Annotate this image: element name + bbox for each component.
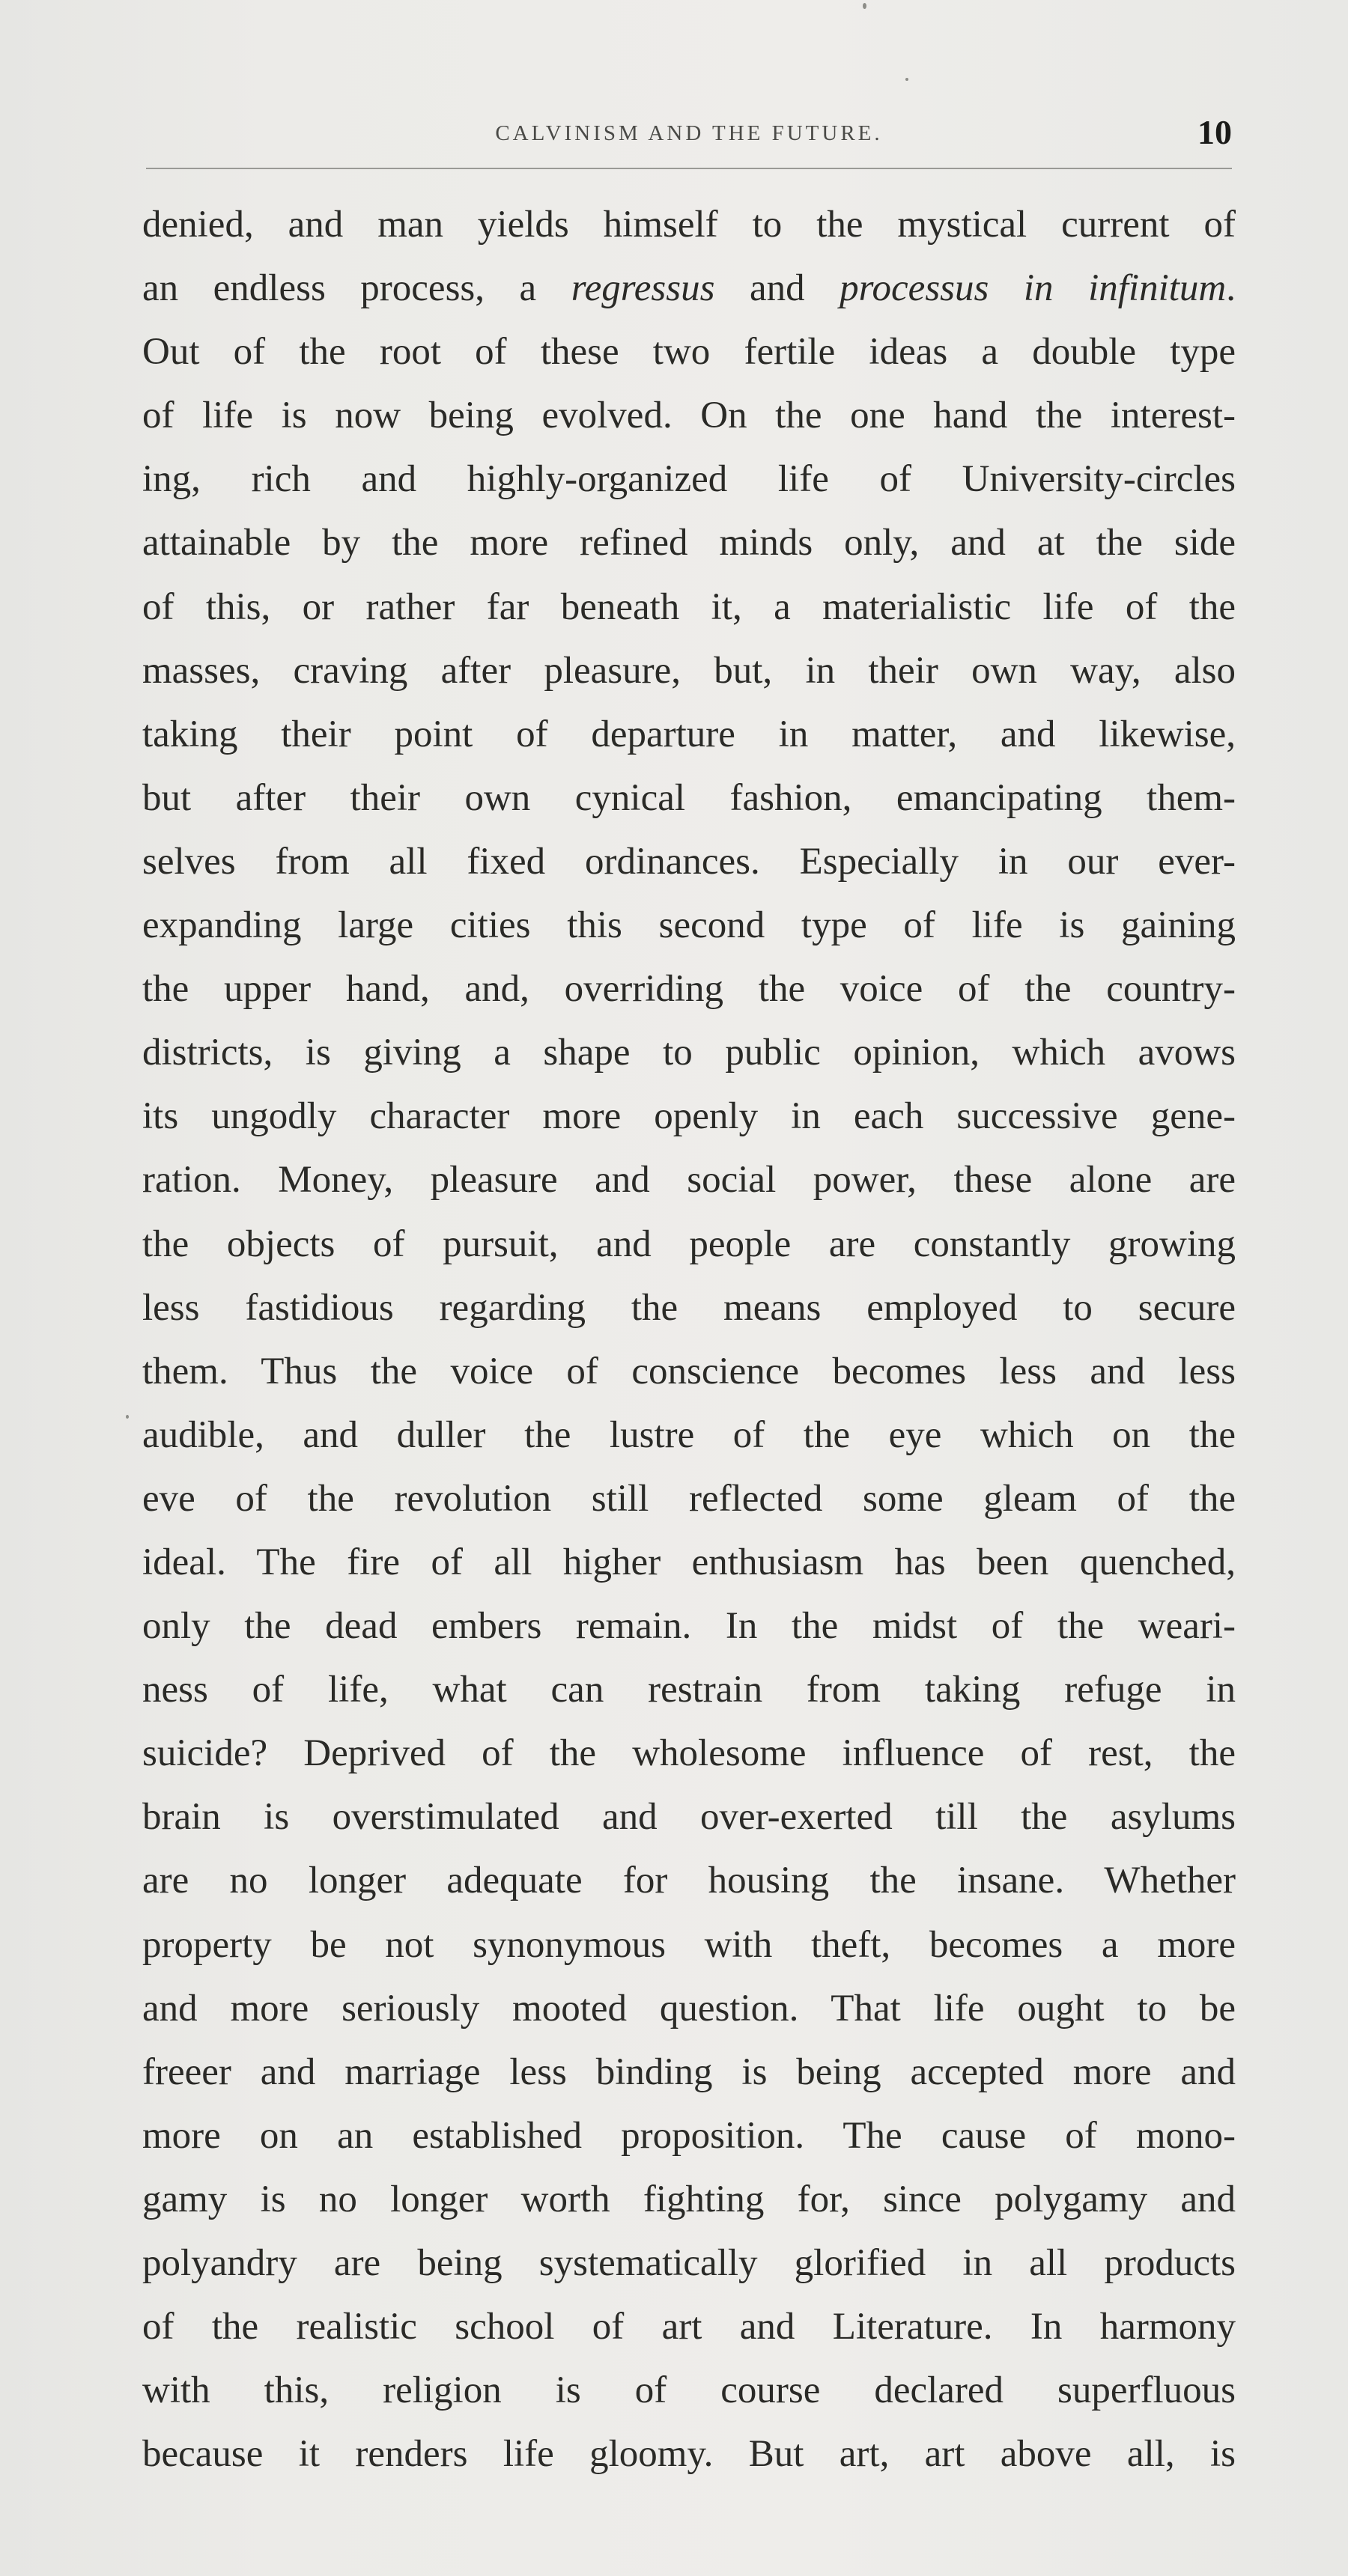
text-line: ness of life, what can restrain from taking refuge in xyxy=(142,1669,1236,1711)
text-line: districts, is giving a shape to public opinion, which avows xyxy=(142,1032,1236,1074)
ink-speck xyxy=(905,78,908,81)
text-line: attainable by the more refined minds only, and at the side xyxy=(142,522,1236,564)
italic-term: regressus xyxy=(571,267,715,310)
page-header xyxy=(146,114,1232,160)
italic-term: processus in infinitum xyxy=(840,267,1227,310)
text-line: expanding large cities this second type of life is gaining xyxy=(142,904,1236,947)
text-line: an endless process, a regressus and processus in infinitum. xyxy=(142,267,1236,310)
text-line: brain is overstimulated and over-exerted till the asylums xyxy=(142,1796,1236,1839)
text-line: more on an established proposition. The cause of mono- xyxy=(142,2114,1236,2157)
ink-speck xyxy=(863,3,866,9)
text-line: because it renders life gloomy. But art, art above all, is xyxy=(142,2433,1236,2476)
text-line: are no longer adequate for housing the insane. Whether xyxy=(142,1860,1236,1902)
text-line: suicide? Deprived of the wholesome influence of rest, the xyxy=(142,1732,1236,1775)
text-line: taking their point of departure in matter, and likewise, xyxy=(142,713,1236,755)
text-line: only the dead embers remain. In the midst of the weari- xyxy=(142,1605,1236,1648)
page-number: 10 xyxy=(1197,113,1232,151)
text-line: ration. Money, pleasure and social power, these alone are xyxy=(142,1159,1236,1202)
text-line: but after their own cynical fashion, emancipating them- xyxy=(142,776,1236,819)
text-line: the objects of pursuit, and people are constantly growing xyxy=(142,1222,1236,1265)
text-line: of life is now being evolved. On the one hand the interest- xyxy=(142,395,1236,437)
text-line: and more seriously mooted question. That life ought to be xyxy=(142,1987,1236,2030)
text-line: of the realistic school of art and Literature. In harmony xyxy=(142,2306,1236,2348)
text-line: audible, and duller the lustre of the eye which on the xyxy=(142,1413,1236,1456)
text-line: ing, rich and highly-organized life of University-circles xyxy=(142,458,1236,501)
text-line: polyandry are being systematically glorified in all products xyxy=(142,2242,1236,2284)
header-rule xyxy=(146,168,1232,169)
text-line: masses, craving after pleasure, but, in their own way, also xyxy=(142,649,1236,692)
body-text xyxy=(142,193,1236,2486)
text-line: denied, and man yields himself to the mystical current of xyxy=(142,204,1236,246)
ink-speck xyxy=(126,1415,129,1419)
text-line: less fastidious regarding the means employed to secure xyxy=(142,1286,1236,1329)
text-line: of this, or rather far beneath it, a materialistic life of the xyxy=(142,585,1236,628)
text-line: eve of the revolution still reflected some gleam of the xyxy=(142,1477,1236,1520)
text-line: them. Thus the voice of conscience becomes less and less xyxy=(142,1350,1236,1392)
text-line: its ungodly character more openly in each successive gene- xyxy=(142,1095,1236,1138)
running-title: CALVINISM AND THE FUTURE. xyxy=(495,121,883,145)
text-line: selves from all fixed ordinances. Especially in our ever- xyxy=(142,840,1236,883)
text-line: Out of the root of these two fertile ideas a double type xyxy=(142,331,1236,374)
text-line: ideal. The fire of all higher enthusiasm has been quenched, xyxy=(142,1541,1236,1583)
text-line: property be not synonymous with theft, becomes a more xyxy=(142,1923,1236,1966)
text-line: freeer and marriage less binding is being accepted more and xyxy=(142,2050,1236,2093)
text-line: the upper hand, and, overriding the voice of the country- xyxy=(142,968,1236,1011)
text-line: with this, religion is of course declared superfluous xyxy=(142,2369,1236,2412)
text-line: gamy is no longer worth fighting for, since polygamy and xyxy=(142,2178,1236,2220)
